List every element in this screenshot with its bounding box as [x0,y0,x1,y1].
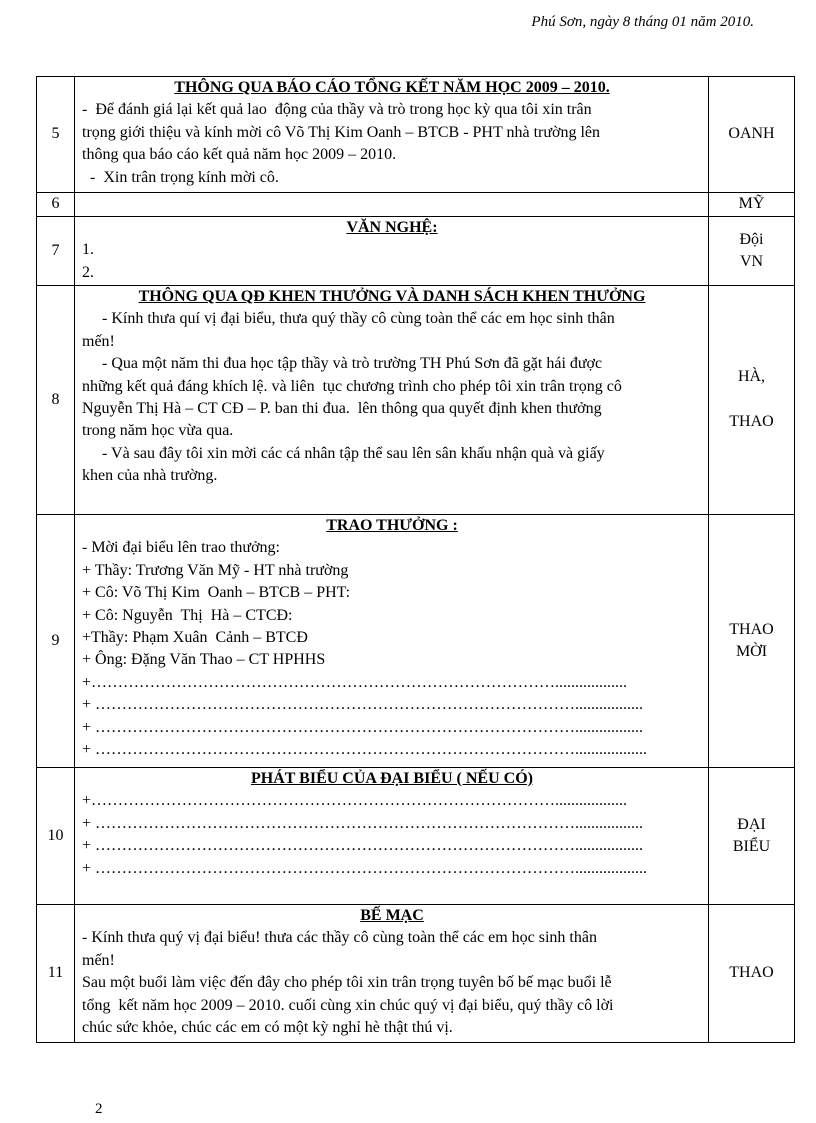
row-content [75,515,709,768]
content-line: +Thầy: Phạm Xuân Cảnh – BTCĐ [82,629,308,647]
program-row [37,768,795,905]
row-person [709,515,795,768]
content-line: +…………………………………………………………………………….................. [82,792,628,810]
person-name: THAO [729,620,774,638]
content-line: + ……………………………………………………………………………….................. [82,859,648,877]
content-line: 1. [82,241,94,259]
content-line: + ………………………………………………………………………………................. [82,718,644,736]
row-content [75,77,709,193]
person-name [709,389,794,411]
section-title: BẾ MẠC [360,907,424,924]
section-title: TRAO THƯỞNG : [326,517,458,534]
content-line: - Kính thưa quí vị đại biểu, thưa quý thầy cô cùng toàn thể các em học sinh thân [82,310,615,328]
content-line: - Và sau đây tôi xin mời các cá nhân tập thể sau lên sân khấu nhận quà và giấy [82,444,605,462]
person-name: ĐẠI [737,815,766,833]
person-name: MỸ [738,195,765,213]
content-line: + ………………………………………………………………………………................. [82,814,644,832]
row-number: 11 [37,905,75,1043]
program-row [37,217,795,286]
row-number: 6 [37,193,75,217]
person-name: Đội [739,230,764,248]
content-line: - Mời đại biểu lên trao thưởng: [82,539,280,557]
row-content [75,905,709,1043]
row-person [709,193,795,217]
row-number: 7 [37,217,75,286]
row-content [75,193,709,217]
row-number: 9 [37,515,75,768]
content-line: + Ông: Đặng Văn Thao – CT HPHHS [82,651,326,669]
content-line: chúc sức khỏe, chúc các em có một kỳ nghỉ hè thật thú vị. [82,1019,453,1037]
content-line: 2. [82,263,94,281]
content-line: thông qua báo cáo kết quả năm học 2009 – 2010. [82,146,397,164]
content-line: khen của nhà trường. [82,467,218,485]
person-name: VN [739,253,764,270]
section-title: VĂN NGHỆ: [346,219,438,236]
content-line: những kết quả đáng khích lệ. và liên tục chương trình cho phép tôi xin trân trọng cô [82,377,622,395]
content-line: + ………………………………………………………………………………................. [82,696,644,714]
page-number: 2 [95,1101,103,1117]
section-title: THÔNG QUA BÁO CÁO TỔNG KẾT NĂM HỌC 2009 – 2010. [174,79,610,96]
program-row [37,286,795,515]
row-person [709,286,795,515]
content-line: Nguyễn Thị Hà – CT CĐ – P. ban thi đua. lên thông qua quyết định khen thưởng [82,400,602,418]
content-line: - Kính thưa quý vị đại biểu! thưa các thầy cô cùng toàn thể các em học sinh thân [82,929,597,947]
content-line: trọng giới thiệu và kính mời cô Võ Thị Kim Oanh – BTCB - PHT nhà trường lên [82,123,601,141]
row-person [709,905,795,1043]
content-line: - Qua một năm thi đua học tập thầy và trò trường TH Phú Sơn đã gặt hái được [82,355,603,373]
row-person [709,77,795,193]
program-row [37,193,795,217]
content-line: mến! [82,332,115,350]
program-row [37,515,795,768]
person-name: HÀ, [737,368,766,386]
content-line: + ………………………………………………………………………………................. [82,837,644,855]
person-name: BIỂU [732,838,771,855]
row-content [75,768,709,905]
program-row [37,77,795,193]
content-line: Sau một buổi làm việc đến đây cho phép tôi xin trân trọng tuyên bố bế mạc buổi lễ [82,974,612,992]
section-title: PHÁT BIỂU CỦA ĐẠI BIỂU ( NẾU CÓ) [251,770,533,787]
content-line: +…………………………………………………………………………….................. [82,673,628,691]
person-name: THAO [729,964,774,982]
content-line: mến! [82,951,115,969]
program-table [36,76,795,1043]
person-name: THAO [729,413,774,431]
person-name: MỜI [735,643,768,660]
content-line: tổng kết năm học 2009 – 2010. cuối cùng xin chúc quý vị đại biểu, quý thầy cô lời [82,996,614,1014]
row-number: 8 [37,286,75,515]
person-name: OANH [728,125,775,143]
row-person [709,768,795,905]
content-line: - Xin trân trọng kính mời cô. [82,168,279,186]
content-line: + Thầy: Trương Văn Mỹ - HT nhà trường [82,561,349,579]
header-date: Phú Sơn, ngày 8 tháng 01 năm 2010. [531,14,754,30]
content-line: + Cô: Võ Thị Kim Oanh – BTCB – PHT: [82,584,351,602]
row-content [75,286,709,515]
row-number: 5 [37,77,75,193]
row-number: 10 [37,768,75,905]
program-row [37,905,795,1043]
section-title: THÔNG QUA QĐ KHEN THƯỞNG VÀ DANH SÁCH KHEN THƯỞNG [138,288,646,305]
content-line: + Cô: Nguyễn Thị Hà – CTCĐ: [82,606,293,624]
row-person [709,217,795,286]
content-line: trong năm học vừa qua. [82,422,234,440]
content-line: + ……………………………………………………………………………….................. [82,741,648,759]
content-line: - Để đánh giá lại kết quả lao động của thầy và trò trong học kỳ qua tôi xin trân [82,101,592,119]
row-content [75,217,709,286]
